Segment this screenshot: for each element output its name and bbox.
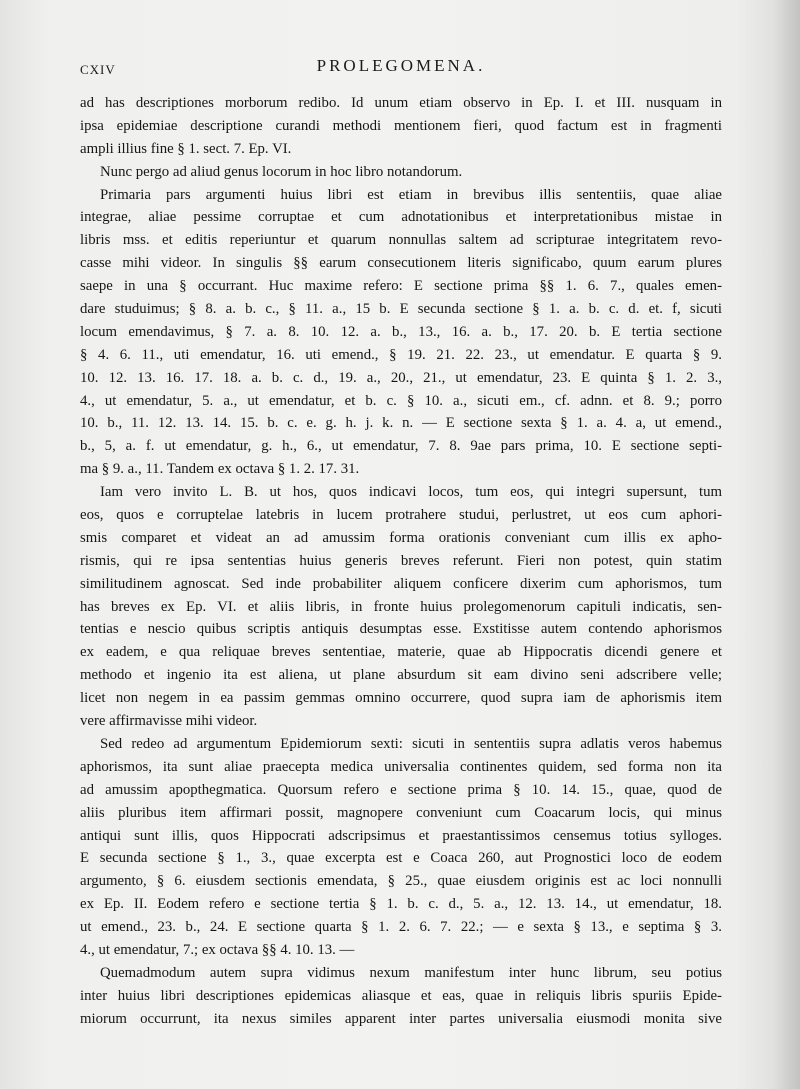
text-line: locum emendavimus, § 7. a. 8. 10. 12. a. b., 13., 16. a. b., 17. 20. b. E tertia sectione (80, 323, 722, 340)
text-line: ut emend., 23. b., 24. E sectione quarta § 1. 2. 6. 7. 22.; — e sexta § 13., e septima § 3. (80, 919, 722, 936)
text-line: 10. 12. 13. 16. 17. 18. a. b. c. d., 19. a., 20., 21., ut emendatur, 23. E quinta § 1. 2. 3., (80, 369, 722, 386)
text-line: 10. b., 11. 12. 13. 14. 15. b. c. e. g. h. j. k. n. — E sectione sexta § 1. a. 4. a, ut emend., (80, 415, 722, 432)
text-line: Nunc pergo ad aliud genus locorum in hoc libro notandorum. (100, 163, 463, 180)
text-line: saepe in una § occurrant. Huc maxime refero: E sectione prima §§ 1. 6. 7., quales emen- (80, 278, 722, 295)
text-line: § 4. 6. 11., uti emendatur, 16. uti emend., § 19. 21. 22. 23., ut emendatur. E quarta § 9. (80, 346, 722, 363)
text-line: Primaria pars argumenti huius libri est etiam in brevibus illis sententiis, quae aliae (100, 186, 722, 203)
body-text (80, 92, 722, 1031)
text-line: libris mss. et editis reperiuntur et quarum nonnullas saltem ad scripturae integritatem revo- (80, 232, 722, 249)
text-line: Sed redeo ad argumentum Epidemiorum sexti: sicuti in sententiis supra adlatis veros habemus (100, 735, 722, 752)
text-line: casse mihi videor. In singulis §§ earum consecutionem literis significabo, quum earum plures (80, 255, 722, 272)
text-line: Iam vero invito L. B. ut hos, quos indicavi locos, tum eos, qui integri supersunt, tum (100, 484, 722, 501)
text-line: integrae, aliae pessime corruptae et cum adnotationibus et interpretationibus mistae in (80, 209, 722, 226)
text-line: rismis, qui re ipsa sententias huius generis breves referunt. Fieri non potest, quin statim (80, 552, 722, 569)
text-line: has breves ex Ep. VI. et aliis libris, in fronte huius prolegomenorum capituli indicatis, sen- (80, 598, 722, 615)
text-line: antiqui sunt illis, quos Hippocrati adscripsimus et praestantissimos censemus totius sylloges. (80, 827, 722, 844)
text-line: vere affirmavisse mihi videor. (80, 713, 258, 730)
text-line: tentias e nescio quibus scriptis antiquis desumptas esse. Exstitisse autem contendo aphorismos (80, 621, 722, 638)
text-line: 4., ut emendatur, 5. a., ut emendatur, et b. c. § 10. a., sicuti em., cf. adnn. et 8. 9.; porro (80, 392, 722, 409)
text-line: E secunda sectione § 1., 3., quae excerpta est e Coaca 260, aut Prognostici loco de eodem (80, 850, 722, 867)
text-line: similitudinem agnoscat. Sed inde probabiliter aliquem conficere dixerim cum aphorismos, tum (80, 575, 722, 592)
text-line: b., 5, a. f. ut emendatur, g. h., 6., ut emendatur, 7. 8. 9ae pars prima, 10. E sectione septi- (80, 438, 722, 455)
text-line: ma § 9. a., 11. Tandem ex octava § 1. 2. 17. 31. (80, 461, 360, 478)
text-line: argumento, § 6. eiusdem sectionis emendata, § 25., quae eiusdem originis est ac loci nonnulli (80, 873, 722, 890)
text-line: ipsa epidemiae descriptione curandi methodi mentionem fieri, quod factum est in fragmenti (80, 117, 722, 134)
text-line: miorum occurrunt, ita nexus similes apparent inter partes universalia eiusmodi monita sive (80, 1010, 722, 1027)
text-line: aliis pluribus item affirmari possit, magnopere conveniunt cum Coacarum locis, qui minus (80, 804, 722, 821)
text-line: dare studuimus; § 8. a. b. c., § 11. a., 15 b. E secunda sectione § 1. a. b. c. d. et. f, sicuti (80, 301, 722, 318)
text-line: Quemadmodum autem supra vidimus nexum manifestum inter hunc librum, seu potius (100, 964, 722, 981)
text-line: eos, quos e corruptelae latebris in lucem protrahere studui, perlustret, ut eos cum aphori- (80, 507, 722, 524)
running-head (80, 56, 722, 84)
page-gutter-shadow (772, 0, 800, 1089)
text-line: ex Ep. II. Eodem refero e sectione tertia § 1. b. c. d., 5. a., 12. 13. 14., ut emendatur, 18. (80, 896, 722, 913)
text-line: ad has descriptiones morborum redibo. Id unum etiam observo in Ep. I. et III. nusquam in (80, 95, 722, 111)
text-line: aphorismos, ita sunt aliae praecepta medica universalia continentes quidem, sed forma non ita (80, 758, 722, 775)
text-line: ad amussim apopthegmatica. Quorsum refero e sectione prima § 10. 14. 15., quae, quod de (80, 781, 722, 798)
text-line: 4., ut emendatur, 7.; ex octava §§ 4. 10. 13. — (80, 941, 355, 958)
page-title: PROLEGOMENA. (316, 56, 486, 75)
text-line: ex eadem, e qua reliquae breves sententiae, materie, quae ab Hippocratis dicendi genere et (80, 644, 722, 661)
text-line: inter huius libri descriptiones epidemicas aliasque et eas, quae in reliquis libris spuriis Epide- (80, 987, 722, 1004)
text-line: smis comparet et videat an ad amussim forma orationis conveniant cum illis ex apho- (80, 529, 722, 546)
text-line: methodo et ingenio ita est aliena, ut plane absurdum sit eam divino seni adscribere velle; (80, 667, 722, 684)
text-line: ampli illius fine § 1. sect. 7. Ep. VI. (80, 140, 292, 157)
text-line: licet non negem in ea passim gemmas omnino occurrere, quod supra iam de aphorismis item (80, 690, 722, 707)
page-number: CXIV (80, 62, 116, 77)
